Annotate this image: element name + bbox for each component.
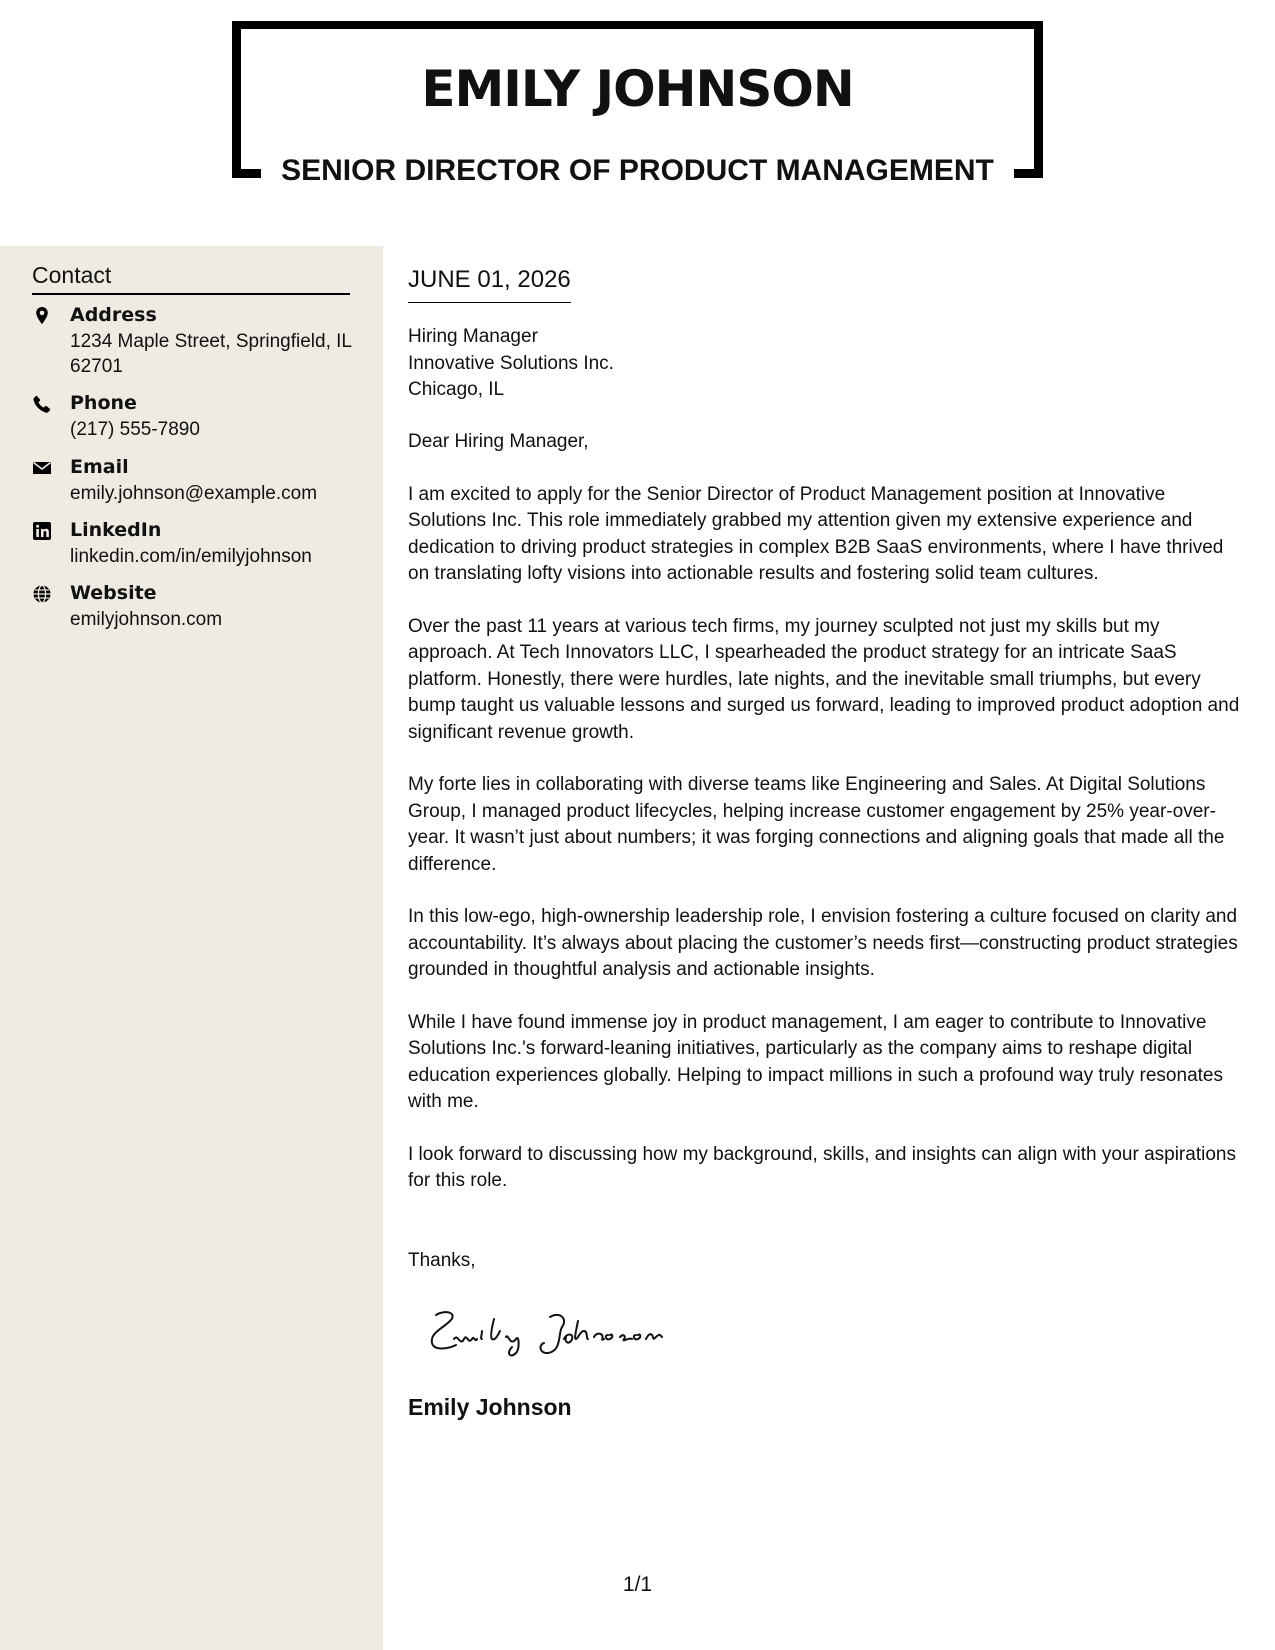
recipient-location: Chicago, IL [408,379,505,400]
handwritten-signature [424,1301,684,1361]
letter-date: JUNE 01, 2026 [408,266,571,303]
address-label: Address [70,304,157,326]
salutation: Dear Hiring Manager, [408,431,589,452]
email-value: emily.johnson@example.com [70,483,318,504]
closing: Thanks, [408,1250,476,1271]
linkedin-label: LinkedIn [70,519,162,541]
frame-top-bar [232,21,1043,29]
phone-icon [32,394,52,414]
contact-heading: Contact [32,262,350,295]
paragraph-4: In this low-ego, high-ownership leadership role, I envision fostering a culture focused on clarity and accountability. It’s always about placing the customer’s needs first—constructing product strategies grounded in thoughtful analysis and actionable insights. [408,906,1238,980]
contact-sidebar [0,246,383,1650]
paragraph-5: While I have found immense joy in product management, I am eager to contribute to Innovative Solutions Inc.'s forward-leaning initiatives, particularly as the company aims to reshape digital education experiences globally. Helping to impact millions in such a profound way truly resonates with me. [408,1011,1223,1112]
job-title-text: SENIOR DIRECTOR OF PRODUCT MANAGEMENT [269,154,1006,187]
phone-value: (217) 555-7890 [70,419,200,440]
paragraph-3: My forte lies in collaborating with diverse teams like Engineering and Sales. At Digital Solutions Group, I managed product lifecycles, helping increase customer engagement by 25% year-over-year. It wasn’t just about numbers; it was forging connections and aligning goals that made all the difference. [408,774,1225,875]
linkedin-icon [32,521,52,541]
page-number: 1/1 [622,1573,653,1596]
globe-icon [32,584,52,604]
email-label: Email [70,456,129,478]
phone-label: Phone [70,392,137,414]
paragraph-6: I look forward to discussing how my background, skills, and insights can align with your aspirations for this role. [408,1143,1236,1191]
recipient-company: Innovative Solutions Inc. [408,352,614,374]
paragraph-2: Over the past 11 years at various tech firms, my journey sculpted not just my skills but my approach. At Tech Innovators LLC, I spearheaded the product strategy for an intricate SaaS platform. Honestly, there were hurdles, late nights, and the inevitable small triumphs, but every bump taught us valuable lessons and surged us forward, leading to improved product adoption and significant revenue growth. [408,615,1240,743]
envelope-icon [32,458,52,478]
website-label: Website [70,582,157,604]
signer-name: Emily Johnson [408,1394,572,1420]
address-value: 1234 Maple Street, Springfield, IL 62701 [70,331,352,377]
website-value: emilyjohnson.com [70,609,223,630]
applicant-name: EMILY JOHNSON [421,60,854,118]
header-frame [232,21,1043,187]
recipient-block [408,324,614,404]
recipient-title: Hiring Manager [408,326,538,347]
linkedin-value: linkedin.com/in/emilyjohnson [70,546,312,567]
job-title [232,156,1043,186]
location-pin-icon [32,306,52,326]
paragraph-1: I am excited to apply for the Senior Director of Product Management position at Innovative Solutions Inc. This role immediately grabbed my attention given my extensive experience and dedication to driving product strategies in complex B2B SaaS environments, where I have thrived on translating lofty visions into actionable results and fostering solid team cultures. [408,483,1224,584]
letter-content [408,429,1248,1221]
